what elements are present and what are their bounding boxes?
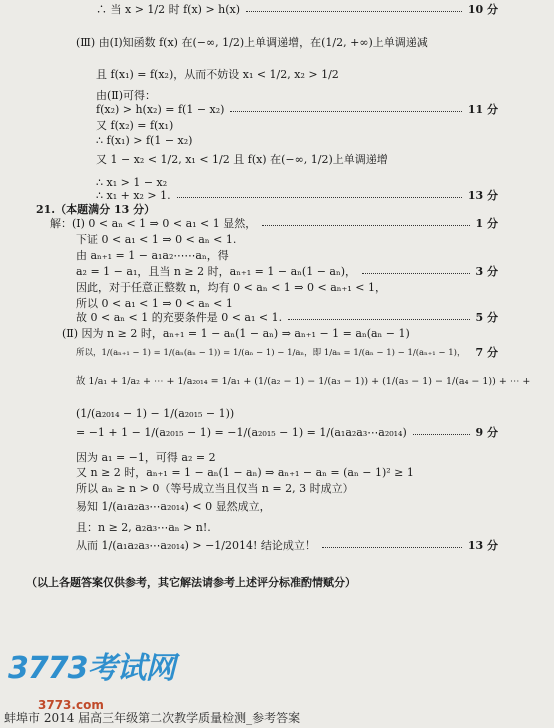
answer-line-text: ∴ x₁ > 1 − x₂ — [96, 176, 168, 189]
answer-line-text: = −1 + 1 − 1/(a₂₀₁₅ − 1) = −1/(a₂₀₁₅ − 1) = 1/(a₁a₂a₃⋯a₂₀₁₄) — [76, 426, 407, 439]
answer-line-text: a₂ = 1 − a₁，且当 n ≥ 2 时，aₙ₊₁ = 1 − aₙ(1 − aₙ)， — [76, 265, 357, 278]
answer-line — [0, 131, 554, 151]
leader-dots — [230, 111, 462, 112]
score-mark: 1 分 — [475, 217, 498, 230]
leader-dots — [322, 547, 462, 548]
answer-line-text: 所以 0 < a₁ < 1 ⇒ 0 < aₙ < 1 — [76, 297, 233, 310]
answer-line-text: 21.（本题满分 13 分） — [36, 203, 156, 216]
answer-line-text: （以上各题答案仅供参考，其它解法请参考上述评分标准酌情赋分） — [26, 576, 356, 589]
answer-line — [0, 324, 554, 344]
leader-dots — [262, 225, 470, 226]
score-mark: 9 分 — [475, 426, 498, 439]
answer-line — [0, 404, 554, 424]
answer-line-text: 因为 a₁ = −1，可得 a₂ = 2 — [76, 451, 216, 464]
answer-line — [0, 372, 554, 392]
watermark-site: 3773.com — [38, 698, 104, 712]
score-mark: 10 分 — [467, 3, 498, 16]
answer-line-text: 由(Ⅱ)可得： — [96, 89, 157, 102]
answer-line — [0, 497, 554, 517]
leader-dots — [288, 319, 470, 320]
answer-line-text: ∴ x₁ + x₂ > 1. — [96, 189, 171, 202]
leader-dots — [362, 273, 470, 274]
answer-line-text: 所以，1/(aₙ₊₁ − 1) = 1/(aₙ(aₙ − 1)) = 1/(aₙ − 1) − 1/aₙ，即 1/aₙ = 1/(aₙ − 1) − 1/(aₙ₊₁ − 1)， — [76, 348, 466, 358]
answer-line-text: 且 f(x₁) = f(x₂)，从而不妨设 x₁ < 1/2, x₂ > 1/2 — [96, 68, 339, 81]
score-mark: 7 分 — [475, 346, 498, 359]
watermark-logo: 3773考试网 — [8, 651, 175, 686]
answer-line — [0, 573, 554, 593]
answer-line-text: 因此，对于任意正整数 n，均有 0 < aₙ < 1 ⇒ 0 < aₙ₊₁ < 1， — [76, 281, 386, 294]
answer-line-text: 故 0 < aₙ < 1 的充要条件是 0 < a₁ < 1. — [76, 311, 283, 324]
answer-line-text: 从而 1/(a₁a₂a₃⋯a₂₀₁₄) > −1/2014! 结论成立！ — [76, 539, 316, 552]
score-mark: 5 分 — [475, 311, 498, 324]
score-mark: 3 分 — [475, 265, 498, 278]
answer-line-text: (Ⅱ) 因为 n ≥ 2 时，aₙ₊₁ = 1 − aₙ(1 − aₙ) ⇒ aₙ₊₁ − 1 = aₙ(aₙ − 1) — [62, 327, 410, 340]
leader-dots — [246, 11, 462, 12]
answer-line-text: (Ⅲ) 由(Ⅰ)知函数 f(x) 在(−∞, 1/2)上单调递增，在(1/2, +∞)上单调递减 — [76, 36, 428, 49]
answer-line — [0, 423, 554, 443]
answer-line-text: 又 n ≥ 2 时，aₙ₊₁ = 1 − aₙ(1 − aₙ) ⇒ aₙ₊₁ − aₙ = (aₙ − 1)² ≥ 1 — [76, 466, 414, 479]
answer-line-text: ∴ 当 x > 1/2 时 f(x) > h(x) — [96, 3, 241, 16]
answer-line — [0, 33, 554, 53]
answer-line-text: 所以 aₙ ≥ n > 0（等号成立当且仅当 n = 2, 3 时成立） — [76, 482, 354, 495]
answer-line-text: (1/(a₂₀₁₄ − 1) − 1/(a₂₀₁₅ − 1)) — [76, 407, 235, 420]
answer-line — [0, 536, 554, 556]
answer-line-text: 又 1 − x₂ < 1/2, x₁ < 1/2 且 f(x) 在(−∞, 1/2)上单调递增 — [96, 153, 388, 166]
answer-line-text: 又 f(x₂) = f(x₁) — [96, 119, 174, 132]
answer-line — [0, 479, 554, 499]
answer-line-text: 下证 0 < a₁ < 1 ⇒ 0 < aₙ < 1. — [76, 233, 237, 246]
answer-line-text: 解：(Ⅰ) 0 < aₙ < 1 ⇒ 0 < a₁ < 1 显然， — [50, 217, 257, 230]
answer-line-text: 故 1/a₁ + 1/a₂ + ⋯ + 1/a₂₀₁₄ = 1/a₁ + (1/(a₂ − 1) − 1/(a₃ − 1)) + (1/(a₃ − 1) − 1/(a₄ − 1)) + ⋯ + — [76, 376, 531, 387]
answer-line — [0, 0, 554, 20]
score-mark: 11 分 — [467, 103, 498, 116]
leader-dots — [413, 434, 470, 435]
leader-dots — [177, 197, 462, 198]
answer-line — [0, 343, 554, 363]
answer-line-text: f(x₂) > h(x₂) = f(1 − x₂) — [96, 103, 225, 116]
score-mark: 13 分 — [467, 189, 498, 202]
answer-line-text: 且：n ≥ 2, a₂a₃⋯aₙ > n!. — [76, 521, 211, 534]
answer-line-text: 易知 1/(a₁a₂a₃⋯a₂₀₁₄) < 0 显然成立， — [76, 500, 271, 513]
answer-line-text: 由 aₙ₊₁ = 1 − a₁a₂⋯⋯aₙ，得 — [76, 249, 229, 262]
answer-line — [0, 518, 554, 538]
answer-line-text: ∴ f(x₁) > f(1 − x₂) — [96, 134, 193, 147]
answer-line — [0, 65, 554, 85]
score-mark: 13 分 — [467, 539, 498, 552]
page-footer: 蚌埠市 2014 届高三年级第二次教学质量检测_参考答案 — [4, 711, 301, 725]
answer-line — [0, 150, 554, 170]
